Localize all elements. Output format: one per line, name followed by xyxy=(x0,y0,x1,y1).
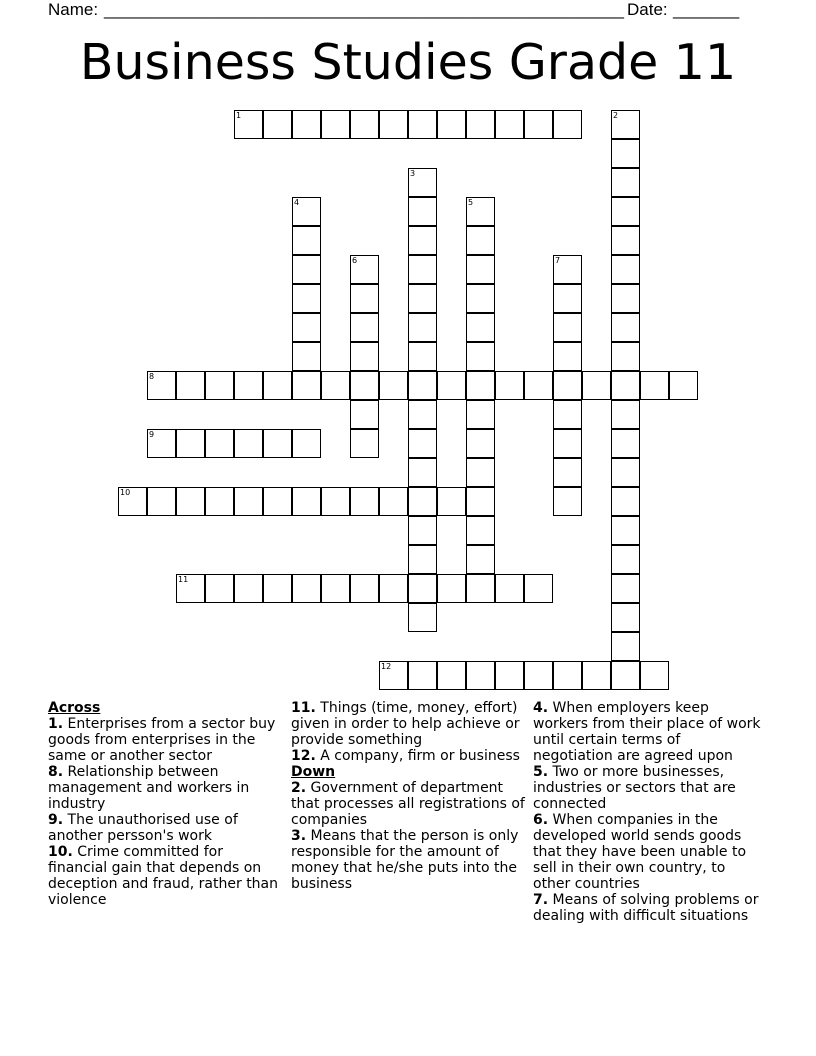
grid-cell[interactable] xyxy=(611,226,640,255)
grid-cell[interactable] xyxy=(437,371,466,400)
grid-cell[interactable] xyxy=(292,371,321,400)
grid-cell[interactable] xyxy=(553,313,582,342)
clue-number: 8. xyxy=(48,764,64,780)
grid-cell[interactable] xyxy=(437,661,466,690)
grid-cell[interactable] xyxy=(408,458,437,487)
grid-cell[interactable] xyxy=(553,400,582,429)
grid-cell[interactable] xyxy=(408,168,437,197)
grid-cell[interactable] xyxy=(553,371,582,400)
grid-cell[interactable] xyxy=(176,487,205,516)
grid-cell[interactable] xyxy=(495,574,524,603)
grid-cell[interactable] xyxy=(466,342,495,371)
grid-cell[interactable] xyxy=(321,574,350,603)
clue-item xyxy=(291,780,527,828)
grid-cell[interactable] xyxy=(263,110,292,139)
grid-cell[interactable] xyxy=(292,429,321,458)
grid-cell[interactable] xyxy=(524,110,553,139)
grid-cell[interactable] xyxy=(553,342,582,371)
grid-cell[interactable] xyxy=(408,255,437,284)
grid-cell[interactable] xyxy=(408,574,437,603)
clue-text: The unauthorised use of another persson's work xyxy=(48,812,238,844)
clue-number: 9. xyxy=(48,812,64,828)
grid-cell[interactable] xyxy=(379,574,408,603)
clue-list xyxy=(48,716,284,908)
grid-cell[interactable] xyxy=(234,574,263,603)
clue-text: Means that the person is only responsible for the amount of money that he/she puts into the business xyxy=(291,828,519,892)
grid-cell[interactable] xyxy=(582,371,611,400)
grid-cell[interactable] xyxy=(466,458,495,487)
clue-item xyxy=(48,716,284,764)
grid-cell[interactable] xyxy=(350,429,379,458)
grid-cell[interactable] xyxy=(611,603,640,632)
grid-cell[interactable] xyxy=(408,284,437,313)
grid-cell[interactable] xyxy=(408,429,437,458)
grid-cell[interactable] xyxy=(292,110,321,139)
grid-cell[interactable] xyxy=(292,313,321,342)
grid-cell[interactable] xyxy=(350,371,379,400)
grid-cell[interactable] xyxy=(437,487,466,516)
grid-cell[interactable] xyxy=(553,284,582,313)
grid-cell[interactable] xyxy=(350,487,379,516)
clue-item xyxy=(48,764,284,812)
grid-cell[interactable] xyxy=(611,313,640,342)
grid-cell[interactable] xyxy=(263,487,292,516)
cell-number: 12 xyxy=(381,662,392,671)
grid-cell[interactable] xyxy=(466,255,495,284)
grid-cell[interactable] xyxy=(350,255,379,284)
clue-text: A company, firm or business xyxy=(315,748,520,764)
grid-cell[interactable] xyxy=(466,516,495,545)
grid-cell[interactable] xyxy=(234,487,263,516)
grid-cell[interactable] xyxy=(466,661,495,690)
grid-cell[interactable] xyxy=(263,429,292,458)
grid-cell[interactable] xyxy=(408,197,437,226)
down-heading: Down xyxy=(291,764,336,780)
clue-text: Relationship between management and workers in industry xyxy=(48,764,250,812)
grid-cell[interactable] xyxy=(611,255,640,284)
cell-number: 6 xyxy=(352,256,358,265)
cell-number: 10 xyxy=(120,488,131,497)
grid-cell[interactable] xyxy=(408,516,437,545)
grid-cell[interactable] xyxy=(495,110,524,139)
grid-cell[interactable] xyxy=(611,545,640,574)
grid-cell[interactable] xyxy=(466,545,495,574)
grid-cell[interactable] xyxy=(292,487,321,516)
grid-cell[interactable] xyxy=(640,661,669,690)
cell-number: 9 xyxy=(149,430,155,439)
date-line: _______ xyxy=(673,0,740,19)
grid-cell[interactable] xyxy=(611,574,640,603)
cell-number: 5 xyxy=(468,198,474,207)
clue-number: 7. xyxy=(533,892,549,908)
clue-text: Things (time, money, effort) given in order to help achieve or provide something xyxy=(291,700,520,748)
grid-cell[interactable] xyxy=(669,371,698,400)
grid-cell[interactable] xyxy=(553,458,582,487)
grid-cell[interactable] xyxy=(466,400,495,429)
grid-cell[interactable] xyxy=(408,661,437,690)
grid-cell[interactable] xyxy=(611,458,640,487)
cell-number: 4 xyxy=(294,198,300,207)
grid-cell[interactable] xyxy=(611,516,640,545)
clue-list xyxy=(291,780,527,892)
grid-cell[interactable] xyxy=(611,284,640,313)
grid-cell[interactable] xyxy=(553,661,582,690)
clue-text: Two or more businesses, industries or sectors that are connected xyxy=(533,764,736,812)
clue-list xyxy=(533,700,761,924)
grid-cell[interactable] xyxy=(408,371,437,400)
grid-cell[interactable] xyxy=(495,371,524,400)
clue-text: When companies in the developed world sends goods that they have been unable to sell in their own country, to other countries xyxy=(533,812,747,892)
grid-cell[interactable] xyxy=(611,429,640,458)
date-label: Date: xyxy=(627,0,668,19)
page-title: Business Studies Grade 11 xyxy=(79,34,737,91)
clue-item xyxy=(48,812,284,844)
grid-cell[interactable] xyxy=(466,313,495,342)
clue-number: 10. xyxy=(48,844,73,860)
grid-cell[interactable] xyxy=(321,110,350,139)
grid-cell[interactable] xyxy=(466,226,495,255)
clue-number: 2. xyxy=(291,780,307,796)
grid-cell[interactable] xyxy=(205,371,234,400)
clue-text: Crime committed for financial gain that depends on deception and fraud, rather than violence xyxy=(48,844,279,908)
grid-cell[interactable] xyxy=(379,371,408,400)
clue-item xyxy=(48,844,284,908)
clue-text: Government of department that processes all registrations of companies xyxy=(291,780,525,828)
grid-cell[interactable] xyxy=(263,574,292,603)
grid-cell[interactable] xyxy=(292,574,321,603)
grid-cell[interactable] xyxy=(176,429,205,458)
grid-cell[interactable] xyxy=(611,197,640,226)
clue-number: 5. xyxy=(533,764,549,780)
grid-cell[interactable] xyxy=(437,110,466,139)
grid-cell[interactable] xyxy=(611,400,640,429)
grid-cell[interactable] xyxy=(611,110,640,139)
grid-cell[interactable] xyxy=(321,371,350,400)
grid-cell[interactable] xyxy=(147,371,176,400)
grid-cell[interactable] xyxy=(379,487,408,516)
cell-number: 7 xyxy=(555,256,561,265)
grid-cell[interactable] xyxy=(611,661,640,690)
grid-cell[interactable] xyxy=(524,371,553,400)
grid-cell[interactable] xyxy=(466,371,495,400)
grid-cell[interactable] xyxy=(611,371,640,400)
grid-cell[interactable] xyxy=(408,400,437,429)
grid-cell[interactable] xyxy=(466,487,495,516)
grid-cell[interactable] xyxy=(234,371,263,400)
clue-text: When employers keep workers from their place of work until certain terms of negotiation are agreed upon xyxy=(533,700,761,764)
clue-text: Enterprises from a sector buy goods from enterprises in the same or another sector xyxy=(48,716,276,764)
clue-item xyxy=(533,700,761,764)
clue-item xyxy=(533,812,761,892)
grid-cell[interactable] xyxy=(408,226,437,255)
grid-cell[interactable] xyxy=(611,632,640,661)
clues-column-3 xyxy=(533,700,761,924)
clues-column-1 xyxy=(48,700,284,908)
grid-cell[interactable] xyxy=(350,284,379,313)
grid-cell[interactable] xyxy=(118,487,147,516)
cell-number: 8 xyxy=(149,372,155,381)
cell-number: 3 xyxy=(410,169,416,178)
grid-cell[interactable] xyxy=(147,429,176,458)
grid-cell[interactable] xyxy=(408,110,437,139)
across-heading: Across xyxy=(48,700,101,716)
clue-number: 11. xyxy=(291,700,316,716)
grid-cell[interactable] xyxy=(611,342,640,371)
clue-number: 1. xyxy=(48,716,64,732)
grid-cell[interactable] xyxy=(350,400,379,429)
grid-cell[interactable] xyxy=(611,168,640,197)
clue-item xyxy=(291,700,527,748)
grid-cell[interactable] xyxy=(611,487,640,516)
grid-cell[interactable] xyxy=(350,574,379,603)
grid-cell[interactable] xyxy=(234,110,263,139)
clue-list xyxy=(291,700,527,764)
grid-cell[interactable] xyxy=(379,110,408,139)
cell-number: 1 xyxy=(236,111,242,120)
clue-item xyxy=(533,892,761,924)
grid-cell[interactable] xyxy=(611,139,640,168)
clue-number: 6. xyxy=(533,812,549,828)
grid-cell[interactable] xyxy=(408,603,437,632)
grid-cell[interactable] xyxy=(379,661,408,690)
grid-cell[interactable] xyxy=(292,284,321,313)
cell-number: 11 xyxy=(178,575,189,584)
clue-item xyxy=(291,748,527,764)
grid-cell[interactable] xyxy=(350,313,379,342)
grid-cell[interactable] xyxy=(466,110,495,139)
grid-cell[interactable] xyxy=(466,284,495,313)
grid-cell[interactable] xyxy=(553,487,582,516)
grid-cell[interactable] xyxy=(147,487,176,516)
grid-cell[interactable] xyxy=(176,371,205,400)
grid-cell[interactable] xyxy=(176,574,205,603)
cell-number: 2 xyxy=(613,111,619,120)
grid-cell[interactable] xyxy=(292,197,321,226)
grid-cell[interactable] xyxy=(437,574,466,603)
grid-cell[interactable] xyxy=(234,429,263,458)
grid-cell[interactable] xyxy=(466,429,495,458)
grid-cell[interactable] xyxy=(466,197,495,226)
grid-cell[interactable] xyxy=(524,661,553,690)
grid-cell[interactable] xyxy=(553,110,582,139)
grid-cell[interactable] xyxy=(408,342,437,371)
grid-cell[interactable] xyxy=(640,371,669,400)
clue-number: 3. xyxy=(291,828,307,844)
grid-cell[interactable] xyxy=(263,371,292,400)
grid-cell[interactable] xyxy=(466,574,495,603)
clue-item xyxy=(533,764,761,812)
grid-cell[interactable] xyxy=(292,255,321,284)
grid-cell[interactable] xyxy=(350,110,379,139)
name-label: Name: xyxy=(48,0,99,19)
grid-cell[interactable] xyxy=(524,574,553,603)
clues-column-2 xyxy=(291,700,527,892)
grid-cell[interactable] xyxy=(582,661,611,690)
grid-cell[interactable] xyxy=(350,342,379,371)
grid-cell[interactable] xyxy=(553,255,582,284)
grid-cell[interactable] xyxy=(205,429,234,458)
grid-cell[interactable] xyxy=(408,487,437,516)
grid-cell[interactable] xyxy=(553,429,582,458)
grid-cell[interactable] xyxy=(408,313,437,342)
clue-item xyxy=(291,828,527,892)
clue-number: 12. xyxy=(291,748,316,764)
grid-cell[interactable] xyxy=(205,487,234,516)
grid-cell[interactable] xyxy=(292,226,321,255)
grid-cell[interactable] xyxy=(321,487,350,516)
grid-cell[interactable] xyxy=(495,661,524,690)
clue-text: Means of solving problems or dealing with difficult situations xyxy=(533,892,759,924)
name-line: _______________________________________________________ xyxy=(104,0,625,19)
grid-cell[interactable] xyxy=(205,574,234,603)
grid-cell[interactable] xyxy=(292,342,321,371)
clue-number: 4. xyxy=(533,700,549,716)
grid-cell[interactable] xyxy=(408,545,437,574)
